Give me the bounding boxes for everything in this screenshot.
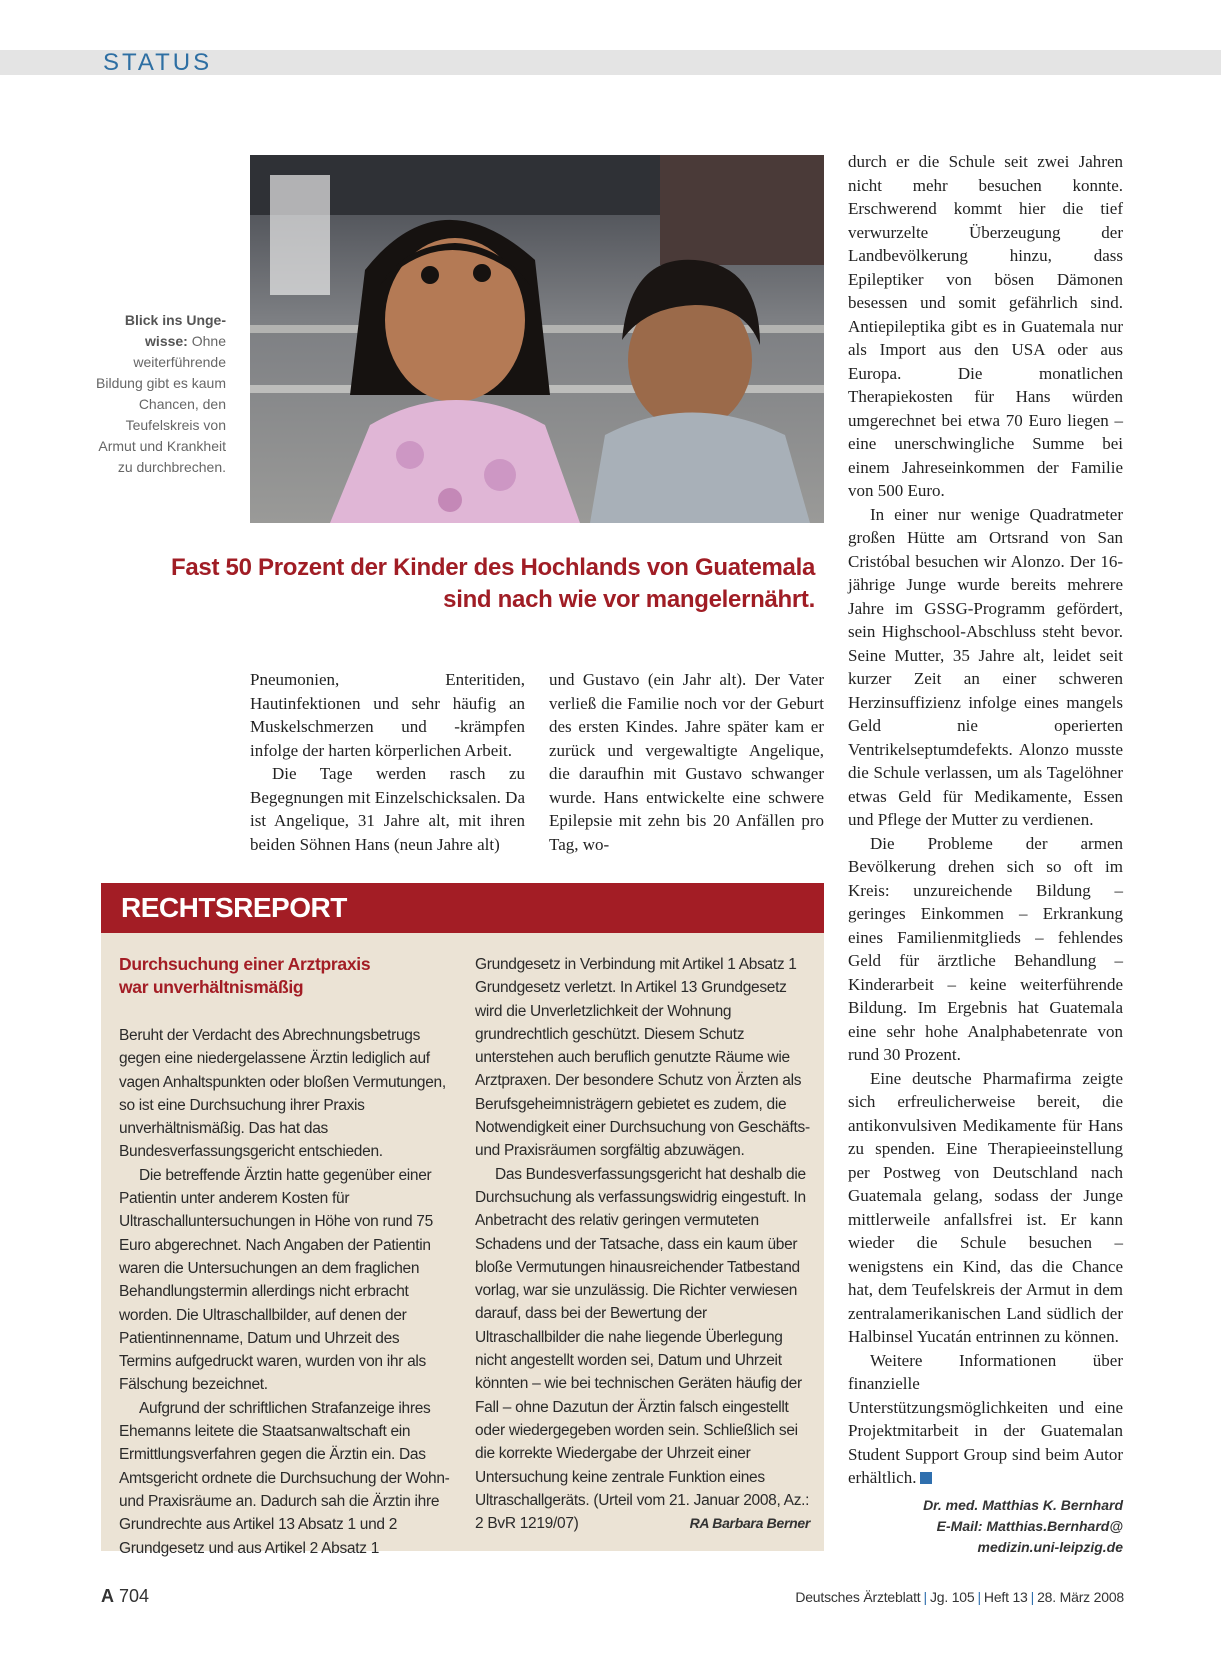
- article-photo: [250, 155, 824, 523]
- paragraph: In einer nur wenige Quadratmeter großen Hütte am Ortsrand von San Cristóbal besuchen wir Alonzo. Der 16-jährige Junge wurde bereits mehrere Jahre im GSSG-Programm gefördert, sein Highschool-Abschluss steht bevor. Seine Mutter, 35 Jahre alt, leidet seit kurzer Zeit an einer schweren Herzinsuffizienz infolge eines mangels Geld nie operierten Ventrikelseptumdefekts. Alonzo musste die Schule verlassen, um als Tagelöhner etwas Geld für Medikamente, Essen und Pflege der Mutter zu verdienen.: [848, 504, 1123, 829]
- author-block: [848, 1495, 1123, 1558]
- rechtsreport-column-1: [119, 1024, 454, 1560]
- photo-two-children-icon: [250, 155, 824, 523]
- issue-date: 28. März 2008: [1037, 1589, 1124, 1605]
- article-column-3: [848, 150, 1123, 1490]
- footer-publication-info: [700, 1587, 1124, 1607]
- separator-icon: |: [923, 1589, 927, 1605]
- pull-quote: [120, 552, 815, 616]
- caption-lead: Blick ins Unge-wisse:: [124, 312, 226, 349]
- page-prefix: A: [101, 1586, 114, 1606]
- rechtsreport-headline: [119, 953, 429, 999]
- paragraph: und Gustavo (ein Jahr alt). Der Vater verließ die Familie noch vor der Geburt des ersten Kindes. Jahre später kam er zurück und vergewaltigte Angelique, die daraufhin mit Gustavo schwanger wurde. Hans entwickelte eine schwere Epilepsie mit zehn bis 20 Anfällen pro Tag, wo-: [549, 670, 824, 854]
- author-email[interactable]: E-Mail: Matthias.Bernhard@: [936, 1518, 1123, 1534]
- page-number: [101, 1584, 149, 1608]
- paragraph-text: Das Bundesverfassungsgericht hat deshalb die Durchsuchung als verfassungswidrig eingestuft. In Anbetracht des relativ geringen vermuteten Schadens und der Tatsache, dass ein kaum über bloße Vermutungen hinausreichender Tatbestand vorlag, war sie unzulässig. Die Richter verwiesen darauf, dass bei der Bewertung der Ultraschallbilder die nahe liegende Überlegung nicht angestellt worden sei, Datum und Uhrzeit könnten – wie bei technischen Geräten häufig der Fall – ohne Dazutun der Ärztin falsch eingestellt oder wiedergegeben worden sein. Schließlich sei die korrekte Wiedergabe der Uhrzeit einer Untersuchung keine zentrale Funktion eines Ultraschallgeräts. (Urteil vom 21. Januar 2008, Az.: 2 BvR 1219/07): [475, 1165, 810, 1533]
- paragraph: durch er die Schule seit zwei Jahren nicht mehr besuchen konnte. Erschwerend kommt hier die tief verwurzelte Überzeugung der Landbevölkerung hinzu, dass Epileptiker von bösen Dämonen besessen und somit gefährlich sind. Antiepileptika gibt es in Guatemala nur als Import aus den USA oder aus Europa. Die monatlichen Therapiekosten für Hans würden umgerechnet bei etwa 70 Euro liegen – eine unerschwingliche Summe bei einem Jahreseinkommen der Familie von 500 Euro.: [848, 152, 1123, 500]
- pull-quote-line-2: sind nach wie vor mangelernährt.: [443, 586, 815, 613]
- journal-name: Deutsches Ärzteblatt: [795, 1589, 921, 1605]
- end-mark-icon: [920, 1472, 932, 1484]
- separator-icon: |: [1030, 1589, 1035, 1605]
- paragraph: Die Probleme der armen Bevölkerung drehen sich so oft im Kreis: unzureichende Bildung – geringes Einkommen – Erkrankung eines Familienmitglieds – fehlendes Geld für ärztliche Behandlung – Kinderarbeit – keine weiterführende Bildung. Im Ergebnis hat Guatemala eine sehr hohe Analphabetenrate von rund 30 Prozent.: [848, 833, 1123, 1064]
- caption-text: Ohne weiterführende Bildung gibt es kaum Chancen, den Teufelskreis von Armut und Krankheit zu durchbrechen.: [96, 333, 226, 475]
- page-number-value: 704: [119, 1586, 150, 1606]
- journal-issue: Heft 13: [983, 1589, 1028, 1605]
- article-column-1: [250, 668, 525, 856]
- journal-volume: Jg. 105: [929, 1589, 975, 1605]
- paragraph: Aufgrund der schriftlichen Strafanzeige ihres Ehemanns leitete die Staatsanwaltschaft ein Ermittlungsverfahren gegen die Ärztin ein. Das Amtsgericht ordnete die Durchsuchung der Wohn- und Praxisräume an. Dadurch sah die Ärztin ihre Grundrechte aus Artikel 13 Absatz 1 und 2 Grundgesetz und aus Artikel 2 Absatz 1: [119, 1399, 450, 1557]
- paragraph: Pneumonien, Enteritiden, Hautinfektionen und sehr häufig an Muskelschmerzen und -krämpfen infolge der harten körperlichen Arbeit.: [250, 670, 525, 760]
- closing-paragraph: [848, 1349, 1123, 1490]
- paragraph: Die Tage werden rasch zu Begegnungen mit Einzelschicksalen. Da ist Angelique, 31 Jahre alt, mit ihren beiden Söhnen Hans (neun Jahre alt): [250, 764, 525, 854]
- closing-paragraph-text: Weitere Informationen über finanzielle Unterstützungsmöglichkeiten und eine Projektmitarbeit in der Guatemalan Student Support Group sind beim Autor erhältlich.: [848, 1350, 1123, 1487]
- rechtsreport-signature: RA Barbara Berner: [689, 1515, 810, 1532]
- section-label: STATUS: [103, 49, 213, 76]
- separator-icon: |: [977, 1589, 981, 1605]
- article-column-2: [549, 668, 824, 856]
- pull-quote-line-1: Fast 50 Prozent der Kinder des Hochlands von Guatemala: [171, 554, 815, 581]
- rechtsreport-column-2: [475, 953, 810, 1535]
- photo-caption: [96, 310, 226, 478]
- paragraph: Beruht der Verdacht des Abrechnungsbetrugs gegen eine niedergelassene Ärztin lediglich auf vagen Anhaltspunkten oder bloßen Vermutungen, so ist eine Durchsuchung ihrer Praxis unverhältnismäßig. Das hat das Bundesverfassungsgericht entschieden.: [119, 1027, 446, 1161]
- paragraph: Grundgesetz in Verbindung mit Artikel 1 Absatz 1 Grundgesetz verletzt. In Artikel 13 Grundgesetz wird die Unverletzlichkeit der Wohnung grundrechtlich geschützt. Diesem Schutz unterstehen auch beruflich genutzte Räume wie Arztpraxen. Der besondere Schutz von Ärzten als Berufsgeheimnisträgern gebietet es zudem, die Notwendigkeit einer Durchsuchung von Geschäfts- und Praxisräumen sorgfältig abzuwägen.: [475, 956, 810, 1160]
- author-name: Dr. med. Matthias K. Bernhard: [923, 1497, 1123, 1513]
- rechtsreport-headline-line-2: war unverhältnismäßig: [119, 977, 304, 997]
- rechtsreport-title: RECHTSREPORT: [121, 892, 347, 923]
- paragraph: Die betreffende Ärztin hatte gegenüber einer Patientin unter anderem Kosten für Ultraschalluntersuchungen in Höhe von rund 75 Euro abgerechnet. Nach Angaben der Patientin waren die Untersuchungen an dem fraglichen Behandlungstermin allerdings nicht erbracht worden. Die Ultraschallbilder, auf denen der Patientinnenname, Datum und Uhrzeit des Termins aufgedruckt waren, wurden von ihr als Fälschung bezeichnet.: [119, 1166, 433, 1394]
- rechtsreport-headline-line-1: Durchsuchung einer Arztpraxis: [119, 954, 371, 974]
- paragraph: [475, 1163, 810, 1536]
- paragraph: Eine deutsche Pharmafirma zeigte sich erfreulicherweise bereit, die antikonvulsiven Medikamente für Hans zu spenden. Eine Therapieeinstellung per Postweg von Deutschland nach Guatemala gelang, sodass der Junge mittlerweile anfallsfrei ist. Er kann wieder die Schule besuchen – wenigstens ein Kind, das die Chance hat, dem Teufelskreis der Armut in dem zentralamerikanischen Land südlich der Halbinsel Yucatán entrinnen zu können.: [848, 1068, 1123, 1346]
- author-email-domain[interactable]: medizin.uni-leipzig.de: [977, 1539, 1123, 1555]
